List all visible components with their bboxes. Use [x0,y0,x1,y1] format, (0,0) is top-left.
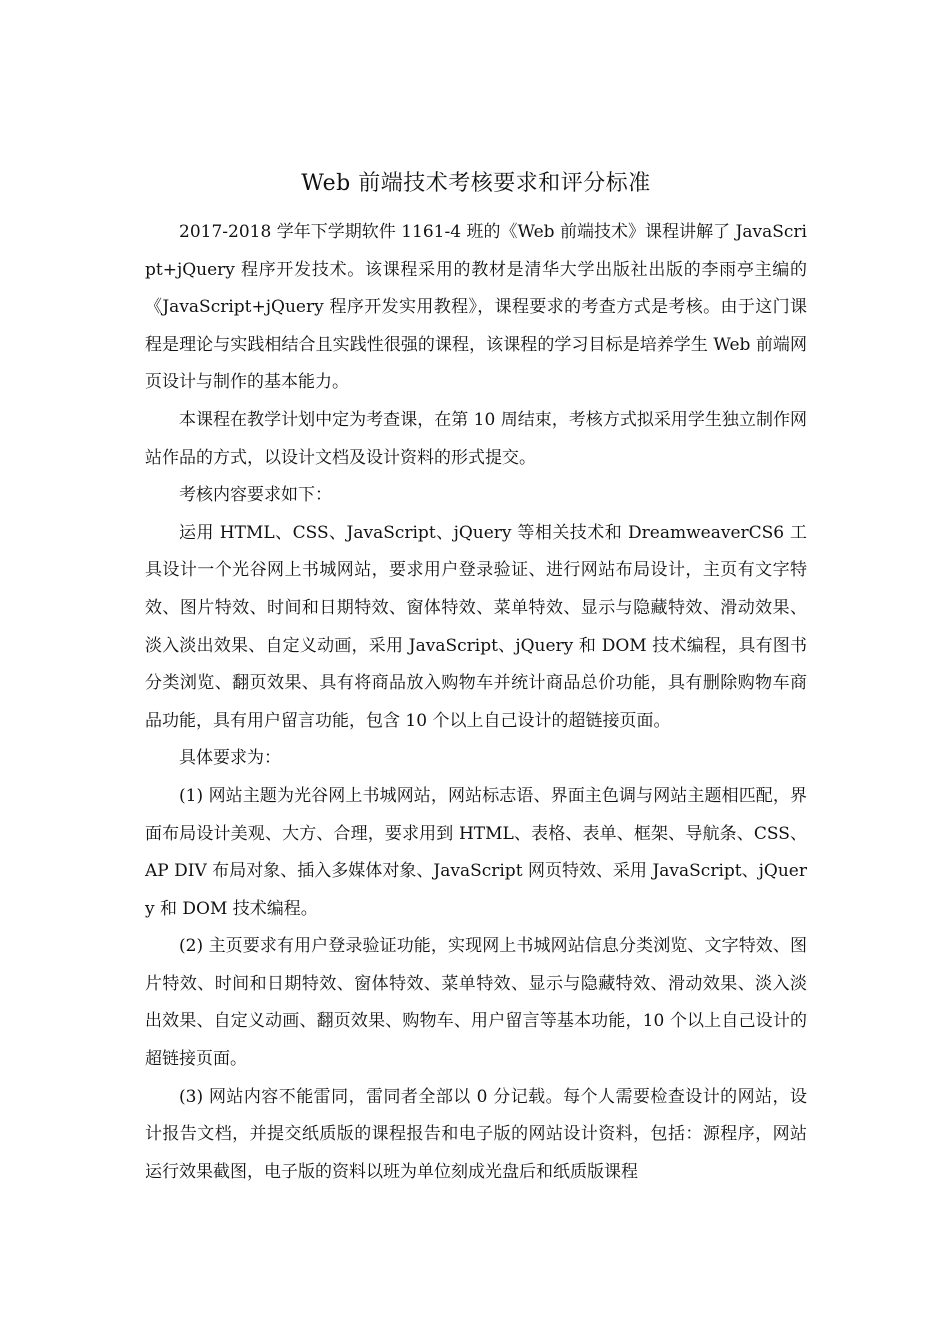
paragraph-requirement-1: (1) 网站主题为光谷网上书城网站，网站标志语、界面主色调与网站主题相匹配，界面布局设计美观、大方、合理，要求用到 HTML、表格、表单、框架、导航条、CSS、AP DIV 布局对象、插入多媒体对象、JavaScript 网页特效、采用 JavaScript、jQuery 和 DOM 技术编程。 [145,785,807,919]
paragraph-intro: 2017-2018 学年下学期软件 1161-4 班的《Web 前端技术》课程讲解了 JavaScript+jQuery 程序开发技术。该课程采用的教材是清华大学出版社出版的李雨亭主编的《JavaScript+jQuery 程序开发实用教程》，课程要求的考查方式是考核。由于这门课程是理论与实践相结合且实践性很强的课程，该课程的学习目标是培养学生 Web 前端网页设计与制作的基本能力。 [145,222,807,393]
paragraph-content-requirements: 运用 HTML、CSS、JavaScript、jQuery 等相关技术和 DreamweaverCS6 工具设计一个光谷网上书城网站，要求用户登录验证、进行网站布局设计，主页有文字特效、图片特效、时间和日期特效、窗体特效、菜单特效、显示与隐藏特效、滑动效果、淡入淡出效果、自定义动画，采用 JavaScript、jQuery 和 DOM 技术编程，具有图书分类浏览、翻页效果、具有将商品放入购物车并统计商品总价功能，具有删除购物车商品功能，具有用户留言功能，包含 10 个以上自己设计的超链接页面。 [145,522,807,731]
paragraph-assessment-type: 本课程在教学计划中定为考查课，在第 10 周结束，考核方式拟采用学生独立制作网站作品的方式，以设计文档及设计资料的形式提交。 [145,409,807,468]
paragraph-content-heading: 考核内容要求如下： [179,485,332,506]
paragraph-specific-heading: 具体要求为： [179,748,281,769]
document-title: Web 前端技术考核要求和评分标准 [301,171,651,196]
document-body [145,214,807,1191]
paragraph-requirement-2: (2) 主页要求有用户登录验证功能，实现网上书城网站信息分类浏览、文字特效、图片特效、时间和日期特效、窗体特效、菜单特效、显示与隐藏特效、滑动效果、淡入淡出效果、自定义动画、翻页效果、购物车、用户留言等基本功能，10 个以上自己设计的超链接页面。 [145,936,807,1070]
paragraph-requirement-3: (3) 网站内容不能雷同，雷同者全部以 0 分记载。每个人需要检查设计的网站，设计报告文档，并提交纸质版的课程报告和电子版的网站设计资料，包括：源程序，网站运行效果截图，电子版的资料以班为单位刻成光盘后和纸质版课程 [145,1086,807,1182]
